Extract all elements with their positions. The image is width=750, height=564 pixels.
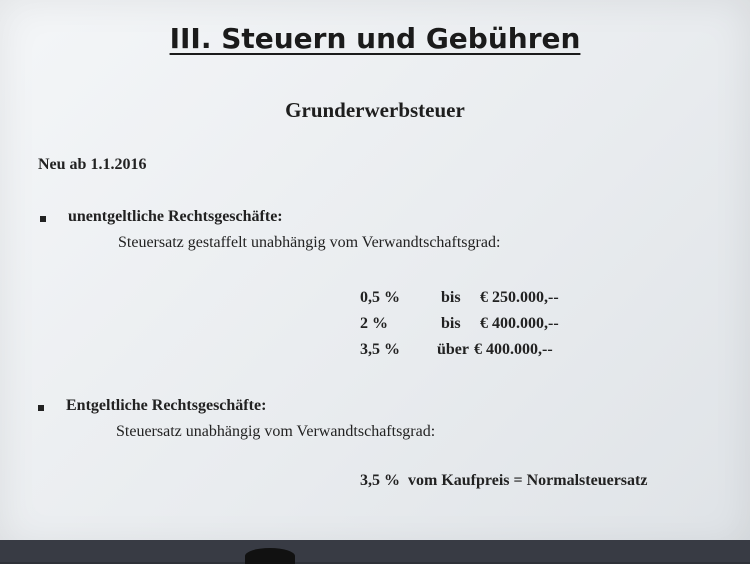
bullet-icon: [38, 405, 44, 411]
section1-description: Steuersatz gestaffelt unabhängig vom Verwandtschaftsgrad:: [118, 234, 501, 251]
rate-cell: 0,5 %: [360, 289, 400, 306]
normal-rate-line: 3,5 % vom Kaufpreis = Normalsteuersatz: [360, 472, 648, 489]
slide-title: III. Steuern und Gebühren: [169, 22, 581, 55]
section2-description: Steuersatz unabhängig vom Verwandtschaftsgrad:: [116, 423, 436, 440]
section1-heading: unentgeltliche Rechtsgeschäfte:: [68, 208, 283, 225]
amount-cell: € 250.000,--: [480, 289, 559, 306]
rate-cell: 3,5 %: [360, 341, 400, 358]
amount-cell: € 400.000,--: [480, 315, 559, 332]
bullet-icon: [40, 216, 46, 222]
relation-cell: über: [437, 341, 469, 358]
effective-date: Neu ab 1.1.2016: [38, 156, 147, 173]
amount-cell: € 400.000,--: [474, 341, 553, 358]
projection-bottom-bar: [0, 540, 750, 562]
section2-heading: Entgeltliche Rechtsgeschäfte:: [66, 397, 267, 414]
rate-cell: 2 %: [360, 315, 388, 332]
relation-cell: bis: [441, 289, 461, 306]
slide-subtitle: Grunderwerbsteuer: [285, 98, 465, 122]
relation-cell: bis: [441, 315, 461, 332]
